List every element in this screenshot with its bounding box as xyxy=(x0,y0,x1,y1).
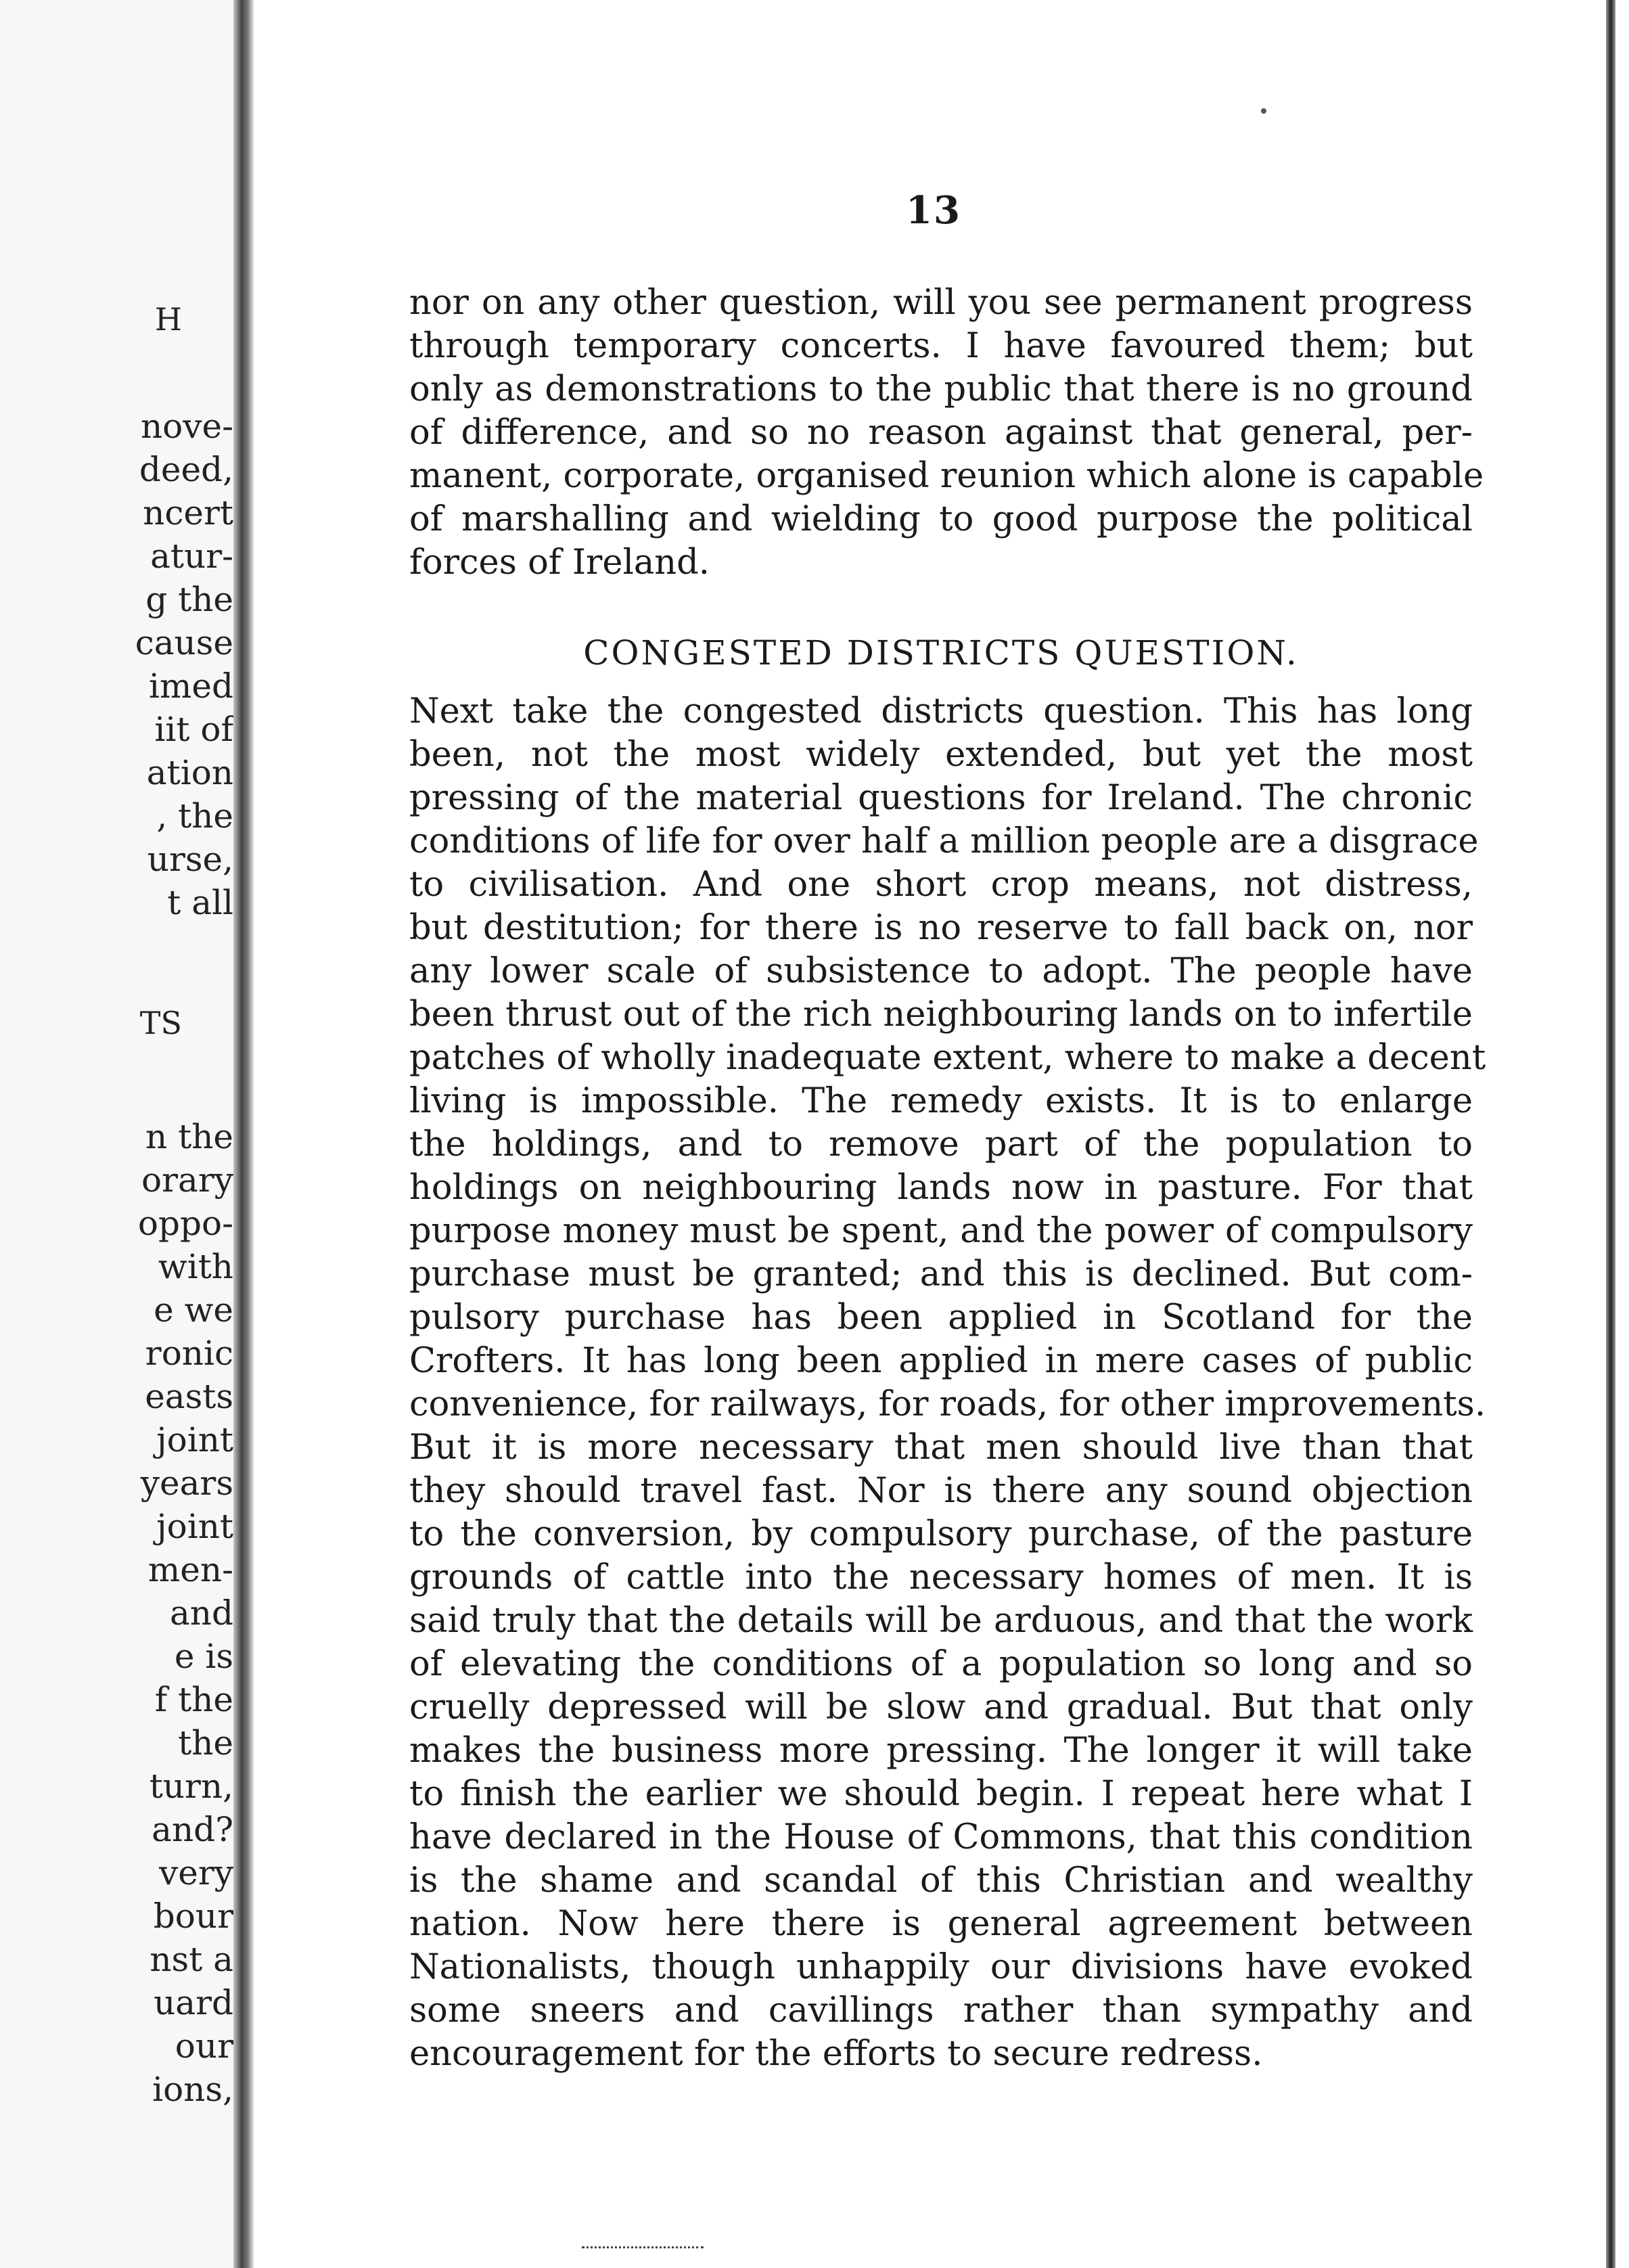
facing-page-line-fragment: imed xyxy=(149,666,233,706)
facing-page-line-fragment: bour xyxy=(153,1897,233,1936)
text-line: to finish the earlier we should begin. I repeat here what I xyxy=(409,1774,1473,1814)
text-line: conditions of life for over half a million people are a disgrace xyxy=(409,821,1479,861)
paragraph-congested-districts xyxy=(409,690,1486,2076)
page-edge xyxy=(1606,0,1615,2268)
text-line: manent, corporate, organised reunion which alone is capable xyxy=(409,456,1484,496)
facing-page-line-fragment: , the xyxy=(156,796,233,836)
text-line: Next take the congested districts question. This has long xyxy=(409,691,1473,731)
facing-page-line-fragment: f the xyxy=(154,1680,233,1719)
text-line: Crofters. It has long been applied in mere cases of public xyxy=(409,1341,1473,1381)
text-line: nor on any other question, will you see permanent progress xyxy=(409,283,1473,323)
facing-page-line-fragment: our xyxy=(175,2026,233,2066)
facing-page-line-fragment: cause xyxy=(135,623,233,662)
section-heading: CONGESTED DISTRICTS QUESTION. xyxy=(583,633,1299,673)
text-line: of difference, and so no reason against that general, per- xyxy=(409,413,1473,453)
facing-page-line-fragment: g the xyxy=(145,580,233,619)
facing-page-line-fragment: n the xyxy=(145,1117,233,1156)
text-line: through temporary concerts. I have favoured them; but xyxy=(409,326,1473,366)
facing-page-line-fragment: deed, xyxy=(139,450,233,489)
text-line: convenience, for railways, for roads, for other improvements. xyxy=(409,1384,1486,1424)
facing-page-line-fragment: uard xyxy=(154,1983,233,2022)
bottom-marks xyxy=(582,2246,704,2255)
facing-page-heading-fragment: TS xyxy=(139,1005,182,1041)
text-line: said truly that the details will be arduous, and that the work xyxy=(409,1601,1473,1641)
text-line: but destitution; for there is no reserve to fall back on, nor xyxy=(409,908,1473,948)
facing-page-line-fragment: years xyxy=(140,1464,233,1503)
text-line: makes the business more pressing. The longer it will take xyxy=(409,1731,1473,1771)
text-line: any lower scale of subsistence to adopt. The people have xyxy=(409,951,1473,991)
text-line: the holdings, and to remove part of the population to xyxy=(409,1125,1473,1164)
paragraph-continued xyxy=(409,281,1484,585)
text-line: living is impossible. The remedy exists. It is to enlarge xyxy=(409,1081,1473,1121)
facing-page-line-fragment: e is xyxy=(174,1637,233,1676)
facing-page-line-fragment: ions, xyxy=(152,2070,233,2109)
facing-page-line-fragment: very xyxy=(159,1853,233,1892)
facing-page-line-fragment: nst a xyxy=(150,1940,233,1979)
text-line: only as demonstrations to the public that there is no ground xyxy=(409,369,1473,409)
text-line: of marshalling and wielding to good purpose the political xyxy=(409,499,1473,539)
text-line: of elevating the conditions of a population so long and so xyxy=(409,1644,1473,1684)
text-line: forces of Ireland. xyxy=(409,543,710,583)
text-line: they should travel fast. Nor is there any sound objection xyxy=(409,1471,1473,1511)
text-line: to civilisation. And one short crop means, not distress, xyxy=(409,865,1473,905)
text-line: patches of wholly inadequate extent, where to make a decent xyxy=(409,1038,1486,1078)
text-line: some sneers and cavillings rather than sympathy and xyxy=(409,1991,1473,2031)
text-line: nation. Now here there is general agreement between xyxy=(409,1904,1473,1944)
facing-page-line-fragment: t all xyxy=(167,883,233,922)
facing-page-line-fragment: the xyxy=(178,1723,233,1763)
text-line: been, not the most widely extended, but yet the most xyxy=(409,735,1473,775)
facing-page-line-fragment: turn, xyxy=(149,1767,233,1806)
facing-page-line-fragment: with xyxy=(158,1247,233,1286)
facing-page-line-fragment: ronic xyxy=(145,1334,233,1373)
text-line: have declared in the House of Commons, that this condition xyxy=(409,1817,1473,1857)
text-line: cruelly depressed will be slow and gradual. But that only xyxy=(409,1687,1473,1727)
text-line: pressing of the material questions for Ireland. The chronic xyxy=(409,778,1473,818)
text-line: been thrust out of the rich neighbouring lands on to infertile xyxy=(409,995,1473,1035)
text-line: to the conversion, by compulsory purchase, of the pasture xyxy=(409,1514,1473,1554)
facing-page-line-fragment: ncert xyxy=(143,493,233,532)
text-line: holdings on neighbouring lands now in pasture. For that xyxy=(409,1168,1473,1208)
facing-page-line-fragment: joint xyxy=(156,1507,233,1546)
facing-page-line-fragment: oppo- xyxy=(137,1204,233,1243)
facing-page-line-fragment: easts xyxy=(145,1377,233,1416)
facing-page-line-fragment: nove- xyxy=(140,407,233,446)
page-number: 13 xyxy=(906,188,961,233)
text-line: Nationalists, though unhappily our divisions have evoked xyxy=(409,1947,1473,1987)
facing-page-line-fragment: men- xyxy=(147,1550,233,1589)
facing-page-line-fragment: orary xyxy=(141,1160,233,1200)
printing-speck xyxy=(1261,108,1266,114)
text-line: grounds of cattle into the necessary homes of men. It is xyxy=(409,1558,1473,1597)
facing-page-line-fragment: urse, xyxy=(147,840,233,879)
text-line: But it is more necessary that men should live than that xyxy=(409,1428,1473,1468)
facing-page-line-fragment: ation xyxy=(146,753,233,792)
facing-page-line-fragment: e we xyxy=(154,1290,233,1330)
facing-page-line-fragment: joint xyxy=(156,1420,233,1459)
facing-page-fragment xyxy=(0,0,233,2268)
text-line: encouragement for the efforts to secure redress. xyxy=(409,2034,1263,2074)
facing-page-line-fragment: and? xyxy=(152,1810,233,1849)
text-line: pulsory purchase has been applied in Scotland for the xyxy=(409,1298,1473,1338)
text-line: purpose money must be spent, and the power of compulsory xyxy=(409,1211,1473,1251)
facing-page-line-fragment: atur- xyxy=(150,537,233,576)
facing-page-line-fragment: iit of xyxy=(154,710,233,749)
facing-page-line-fragment: and xyxy=(169,1593,233,1633)
text-line: purchase must be granted; and this is declined. But com- xyxy=(409,1254,1473,1294)
text-line: is the shame and scandal of this Christian and wealthy xyxy=(409,1861,1473,1901)
book-gutter xyxy=(233,0,254,2268)
facing-page-heading-fragment: H xyxy=(154,301,182,338)
